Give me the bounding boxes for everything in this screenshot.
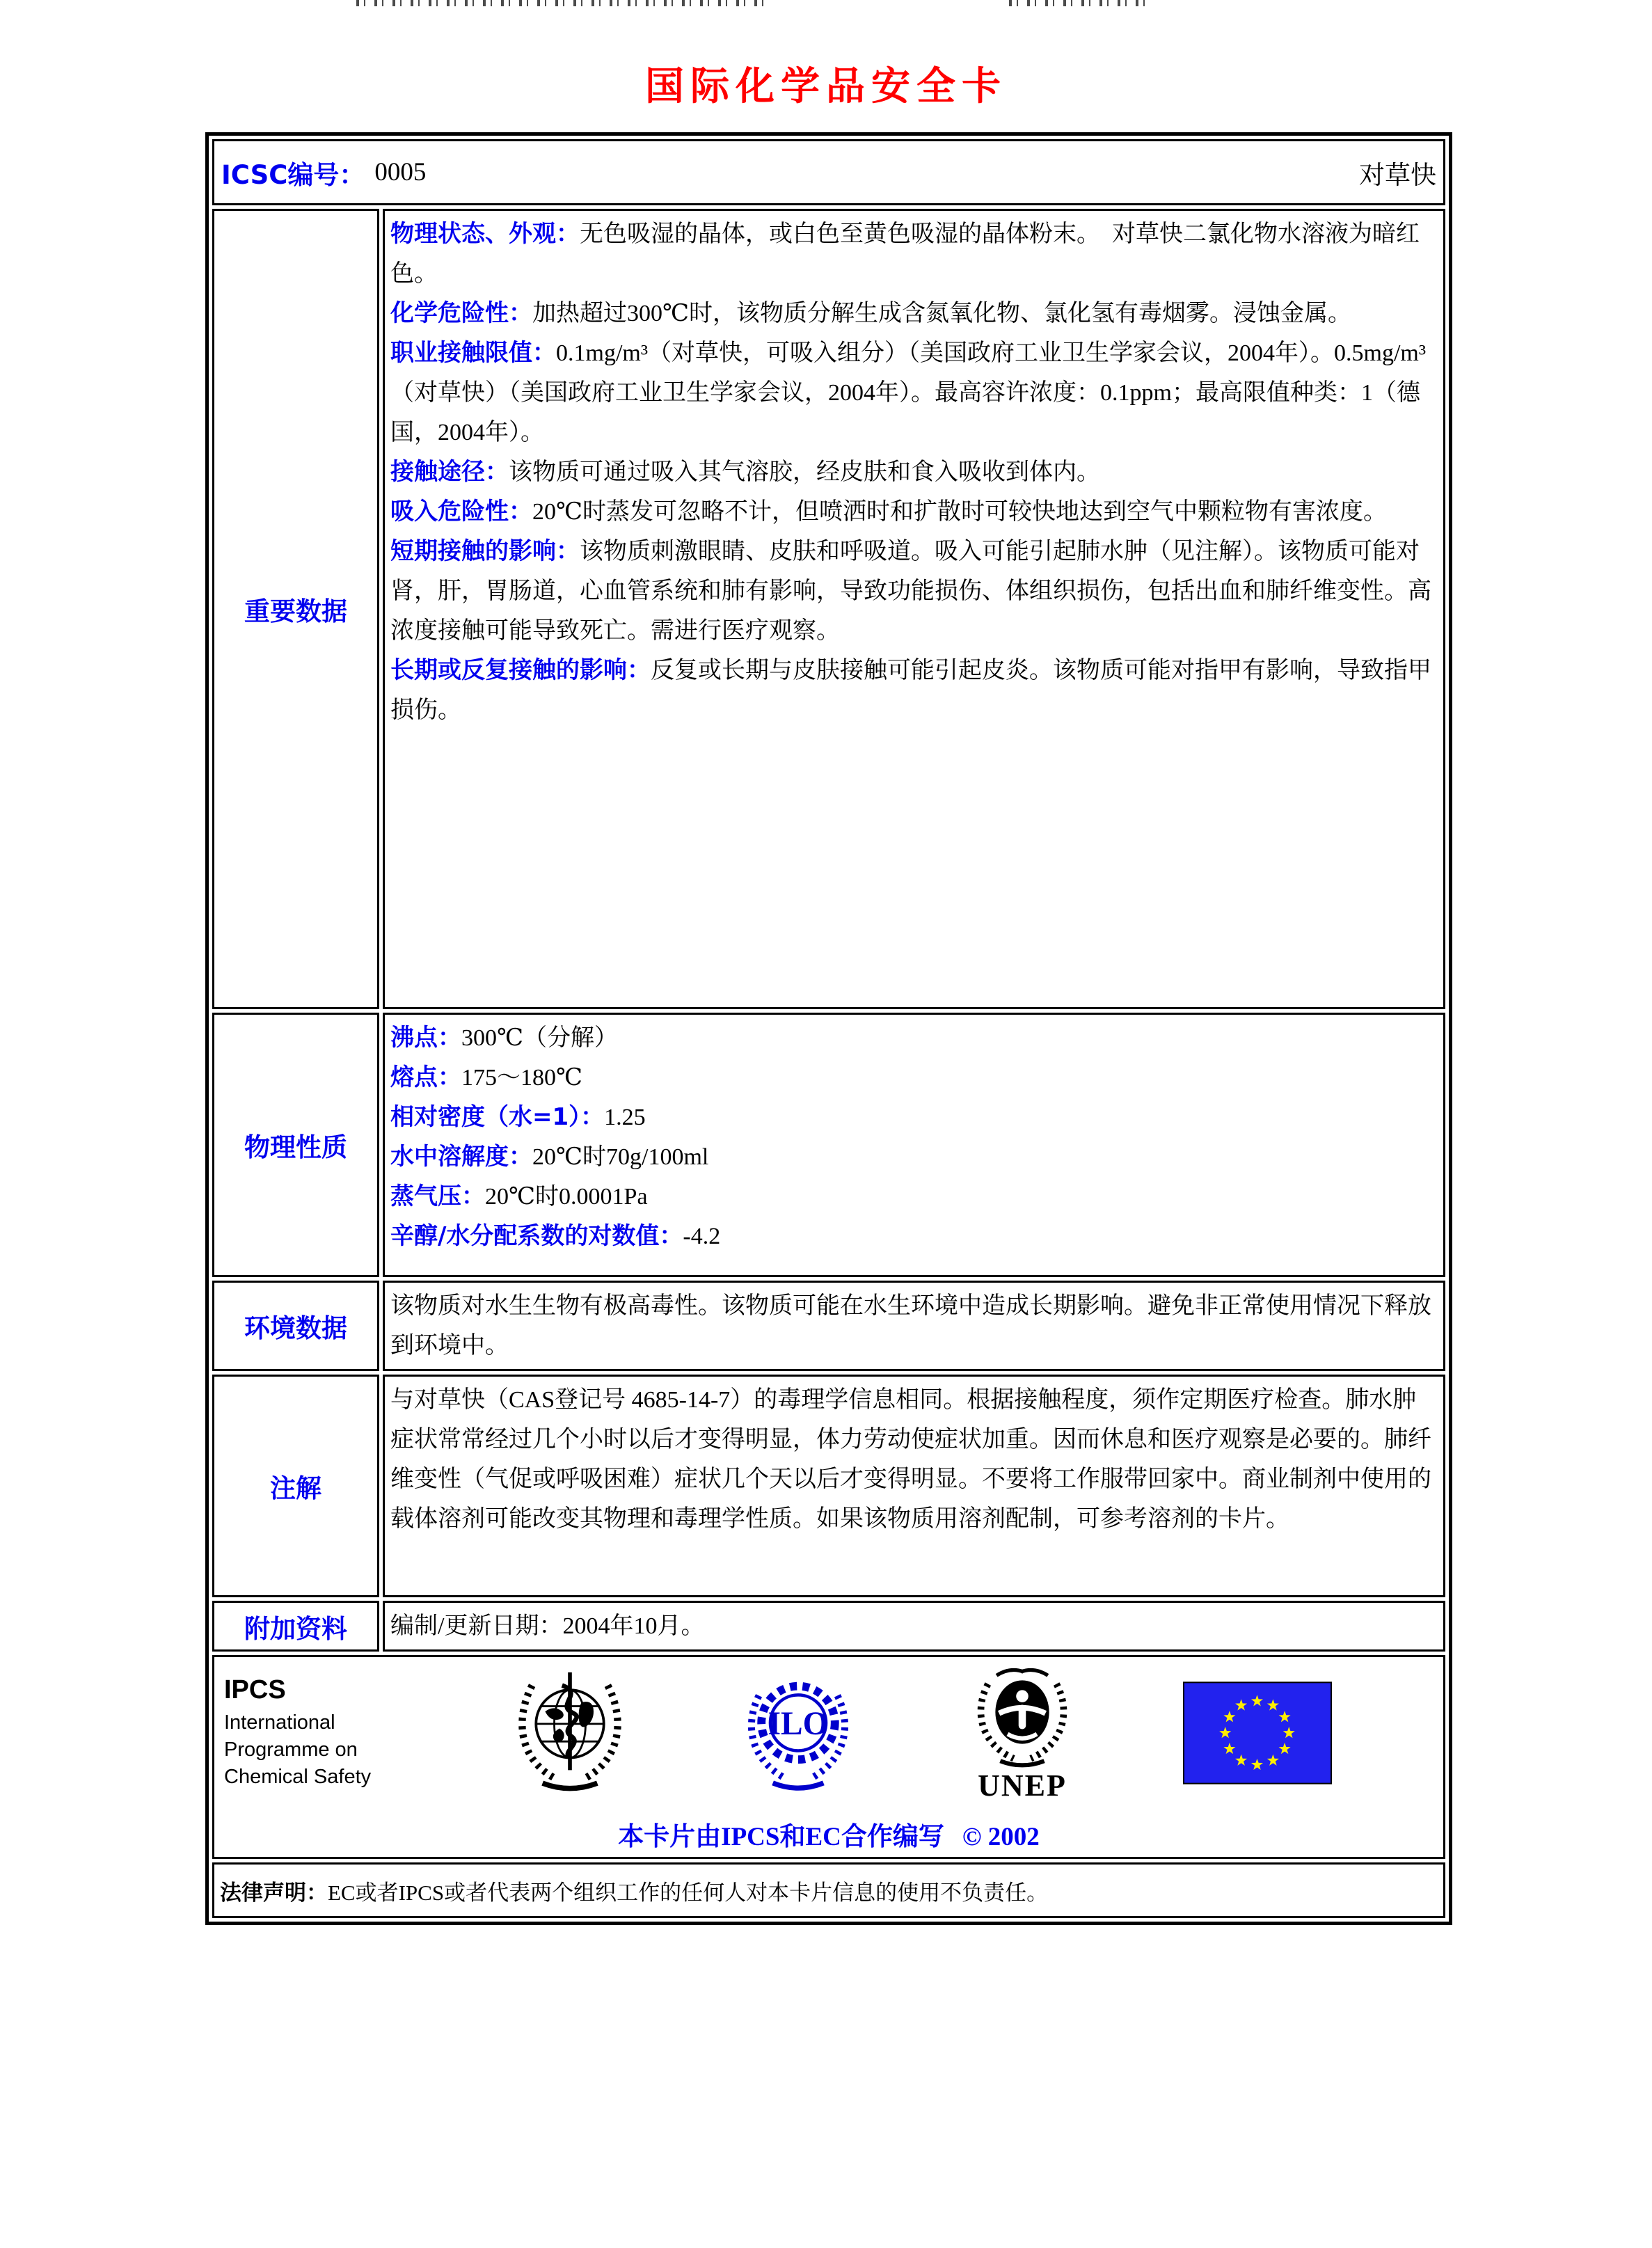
field-text: 该物质可通过吸入其气溶胶，经皮肤和食入吸收到体内。 (509, 459, 1100, 485)
caption-text: 本卡片由IPCS和EC合作编写 (618, 1823, 944, 1851)
property-value: 175～180℃ (461, 1065, 583, 1091)
paragraph (390, 333, 1435, 452)
ipcs-line-3: Chemical Safety (224, 1765, 372, 1788)
additional-info-row (212, 1601, 1445, 1652)
property-line (390, 1018, 1435, 1058)
important-data-row (212, 209, 1445, 1009)
paragraph (390, 532, 1435, 651)
field-text: 反复或长期与皮肤接触可能引起皮炎。该物质可能对指甲有影响，导致指甲损伤。 (390, 658, 1431, 723)
property-value: 1.25 (604, 1105, 646, 1130)
field-label: 化学危险性： (390, 299, 532, 327)
environmental-data-row (212, 1281, 1445, 1371)
legal-cell (212, 1862, 1445, 1918)
ipcs-acronym: IPCS (224, 1675, 286, 1704)
paragraph (390, 651, 1435, 730)
paragraph (390, 452, 1435, 492)
important-data-content (383, 209, 1445, 1009)
ipcs-line-2: Programme on (224, 1738, 358, 1761)
field-label: 职业接触限值： (390, 339, 556, 367)
property-label: 沸点： (390, 1024, 461, 1052)
property-value: 20℃时0.0001Pa (485, 1184, 648, 1210)
logos-cell (212, 1655, 1445, 1859)
field-label: 接触途径： (390, 458, 509, 486)
row-label-additional-info: 附加资料 (212, 1601, 379, 1652)
header-row (212, 139, 1445, 205)
unep-label: UNEP (978, 1768, 1067, 1803)
ilo-letters: ILO (768, 1705, 829, 1742)
property-line (390, 1058, 1435, 1098)
property-label: 辛醇/水分配系数的对数值： (390, 1222, 683, 1250)
property-line (390, 1137, 1435, 1177)
cooperation-caption (221, 1815, 1436, 1853)
field-text: 0.1mg/m³（对草快，可吸入组分）（美国政府工业卫生学家会议，2004年）。0.5mg/m³（对草快）（美国政府工业卫生学家会议，2004年）。最高容许浓度：0.1ppm；最高限值种类：1（德国，2004年）。 (390, 340, 1427, 445)
copyright-text: © 2002 (962, 1823, 1040, 1851)
who-logo-icon (505, 1661, 635, 1805)
property-value: 20℃时70g/100ml (532, 1144, 709, 1170)
icsc-number-value: 0005 (374, 158, 427, 187)
icsc-number-label: ICSC编号： (221, 159, 365, 190)
property-value: 300℃（分解） (461, 1025, 619, 1051)
property-value: -4.2 (683, 1224, 721, 1249)
property-label: 蒸气压： (390, 1182, 485, 1210)
header-cell (212, 139, 1445, 205)
property-label: 相对密度（水=1）： (390, 1103, 605, 1131)
unep-logo-block (961, 1662, 1083, 1803)
unep-logo-icon (961, 1662, 1083, 1772)
page-title: 国际化学品安全卡 (645, 64, 1007, 109)
ipcs-text-block (224, 1675, 405, 1791)
paragraph (390, 214, 1435, 294)
additional-info-content: 编制/更新日期：2004年10月。 (383, 1601, 1445, 1652)
physical-properties-content (383, 1013, 1445, 1277)
property-line (390, 1098, 1435, 1137)
legal-row (212, 1862, 1445, 1918)
property-label: 熔点： (390, 1063, 461, 1091)
field-label: 短期接触的影响： (390, 537, 580, 565)
logos-row (212, 1655, 1445, 1859)
physical-properties-row (212, 1013, 1445, 1277)
field-text: 无色吸湿的晶体，或白色至黄色吸湿的晶体粉末。 对草快二氯化物水溶液为暗红色。 (390, 221, 1420, 287)
field-label: 物理状态、外观： (390, 220, 580, 248)
field-text: 该物质刺激眼睛、皮肤和呼吸道。吸入可能引起肺水肿（见注解）。该物质可能对肾，肝，胃肠道，心血管系统和肺有影响，导致功能损伤、体组织损伤，包括出血和肺纤维变性。高浓度接触可能导致死亡。需进行医疗观察。 (390, 539, 1431, 644)
property-label: 水中溶解度： (390, 1143, 532, 1171)
property-line (390, 1217, 1435, 1256)
ilo-logo-icon (735, 1663, 861, 1803)
field-label: 吸入危险性： (390, 498, 532, 525)
field-text: 加热超过300℃时，该物质分解生成含氮氧化物、氯化氢有毒烟雾。浸蚀金属。 (532, 301, 1352, 326)
legal-text: EC或者IPCS或者代表两个组织工作的任何人对本卡片信息的使用不负责任。 (328, 1880, 1049, 1905)
legal-label: 法律声明： (220, 1880, 328, 1906)
notes-content: 与对草快（CAS登记号 4685-14-7）的毒理学信息相同。根据接触程度，须作定期医疗检查。肺水肿症状常常经过几个小时以后才变得明显，体力劳动使症状加重。因而休息和医疗观察是必要的。肺纤维变性（气促或呼吸困难）症状几个天以后才变得明显。不要将工作服带回家中。商业制剂中使用的载体溶剂可能改变其物理和毒理学性质。如果该物质用溶剂配制，可参考溶剂的卡片。 (383, 1375, 1445, 1597)
eu-flag-icon (1183, 1681, 1332, 1784)
row-label-notes: 注解 (212, 1375, 379, 1597)
cropped-text-fragment-right (1009, 0, 1145, 6)
paragraph (390, 294, 1435, 333)
environmental-data-content: 该物质对水生生物有极高毒性。该物质可能在水生环境中造成长期影响。避免非正常使用情况下释放到环境中。 (383, 1281, 1445, 1371)
chemical-name: 对草快 (1359, 161, 1436, 190)
row-label-important-data: 重要数据 (212, 209, 379, 1009)
ipcs-line-1: International (224, 1711, 335, 1734)
row-label-physical-properties: 物理性质 (212, 1013, 379, 1277)
field-label: 长期或反复接触的影响： (390, 656, 651, 684)
paragraph (390, 492, 1435, 532)
icsc-card-table (205, 132, 1452, 1925)
row-label-environmental-data: 环境数据 (212, 1281, 379, 1371)
cropped-text-fragment-left (356, 0, 767, 6)
property-line (390, 1177, 1435, 1217)
notes-row (212, 1375, 1445, 1597)
field-text: 20℃时蒸发可忽略不计，但喷洒时和扩散时可较快地达到空气中颗粒物有害浓度。 (532, 499, 1388, 525)
